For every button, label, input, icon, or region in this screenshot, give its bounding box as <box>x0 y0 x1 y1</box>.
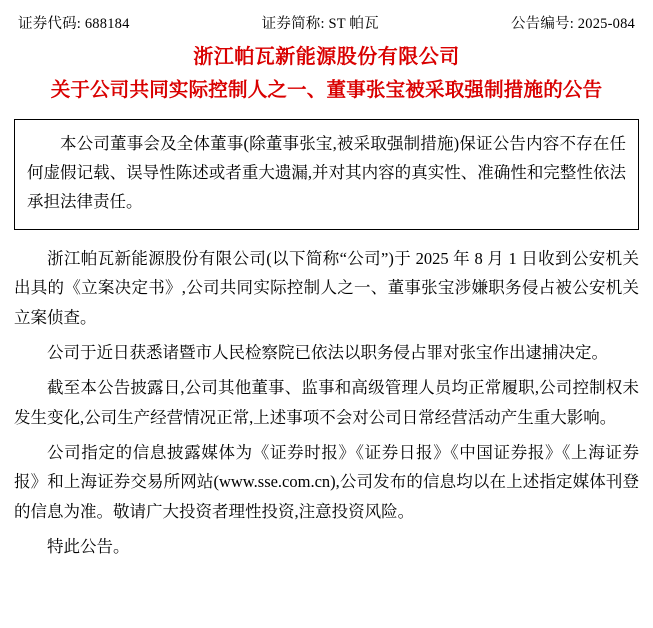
security-code-value: 688184 <box>84 16 130 32</box>
disclaimer-box <box>14 119 639 230</box>
security-abbr-label: 证券简称: <box>261 16 325 32</box>
body-paragraph: 公司指定的信息披露媒体为《证券时报》《证券日报》《中国证券报》《上海证券报》和上海证券交易所网站(www.sse.com.cn),公司发布的信息均以在上述指定媒体刊登的信息为准。敬请广大投资者理性投资,注意投资风险。 <box>14 443 639 521</box>
announcement-number-label: 公告编号: <box>510 16 574 32</box>
page-title: 关于公司共同实际控制人之一、董事张宝被采取强制措施的公告 <box>50 80 603 101</box>
body-content <box>14 244 639 562</box>
body-paragraph: 浙江帕瓦新能源股份有限公司(以下简称“公司”)于 2025 年 8 月 1 日收到公安机关出具的《立案决定书》,公司共同实际控制人之一、董事张宝涉嫌职务侵占被公安机关立案侦查。 <box>14 248 639 327</box>
announcement-number <box>511 12 635 33</box>
security-abbr <box>262 12 379 33</box>
body-paragraph: 特此公告。 <box>47 537 130 557</box>
title-block <box>14 43 639 105</box>
body-paragraph: 截至本公告披露日,公司其他董事、监事和高级管理人员均正常履职,公司控制权未发生变化,公司生产经营情况正常,上述事项不会对公司日常经营活动产生重大影响。 <box>14 378 639 427</box>
announcement-number-value: 2025-084 <box>577 16 635 32</box>
body-paragraph: 公司于近日获悉诸暨市人民检察院已依法以职务侵占罪对张宝作出逮捕决定。 <box>47 342 608 362</box>
security-abbr-value: ST 帕瓦 <box>328 16 379 32</box>
document-header <box>14 10 639 33</box>
disclaimer-text: 本公司董事会及全体董事(除董事张宝,被采取强制措施)保证公告内容不存在任何虚假记载、误导性陈述或者重大遗漏,并对其内容的真实性、准确性和完整性依法承担法律责任。 <box>27 134 626 212</box>
security-code <box>18 12 130 33</box>
security-code-label: 证券代码: <box>18 16 82 32</box>
company-name-title: 浙江帕瓦新能源股份有限公司 <box>193 46 460 68</box>
